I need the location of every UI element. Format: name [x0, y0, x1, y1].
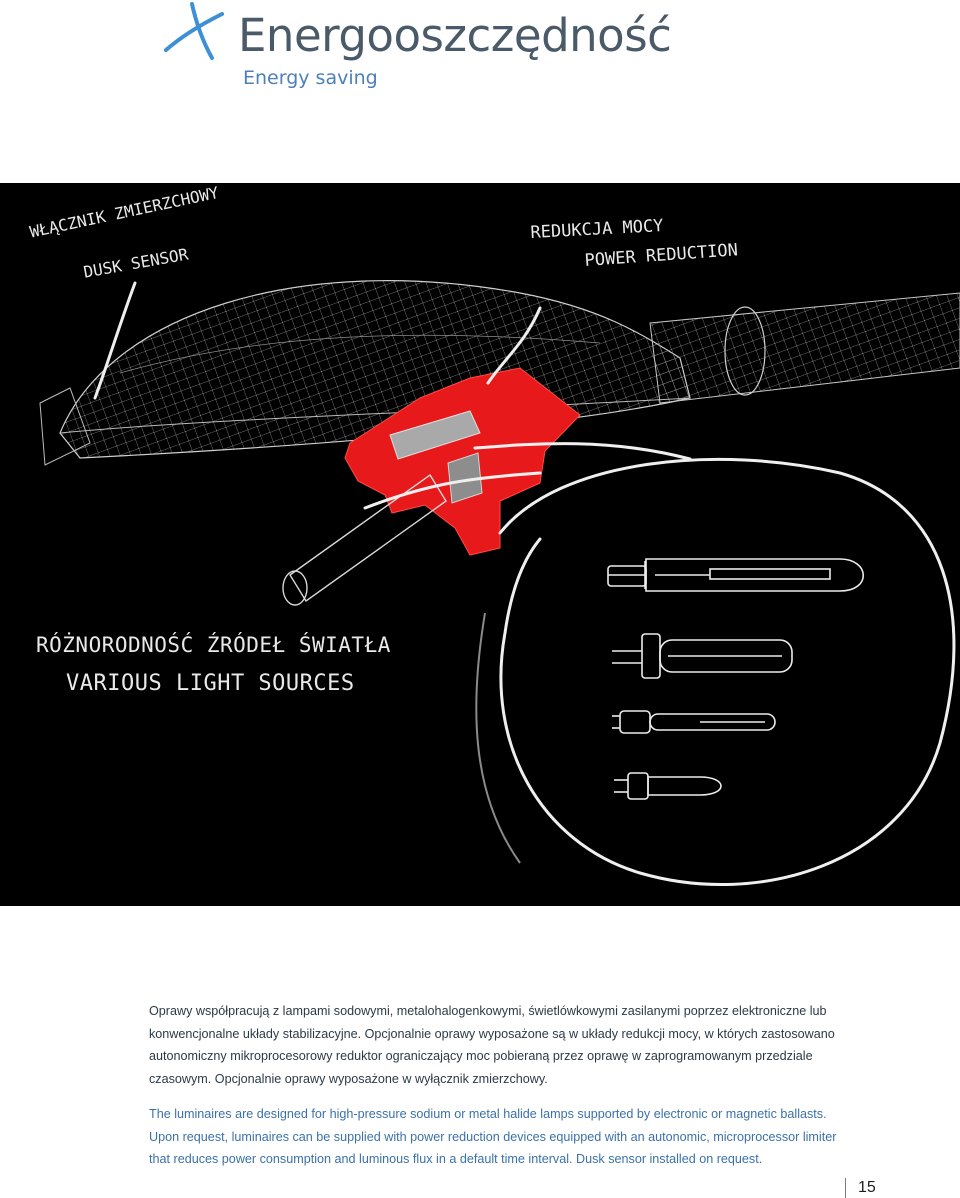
light-sources-label-en: VARIOUS LIGHT SOURCES	[66, 671, 355, 696]
x-logo-icon	[162, 2, 224, 60]
description-english: The luminaires are designed for high-pressure sodium or metal halide lamps supported by electronic or magnetic ballasts. Upon request, luminaires can be supplied with power reduction devices equipped with an autonomic, microprocessor limiter that reduces power consumption and luminous flux in a default time interval. Dusk sensor installed on request.	[149, 1107, 837, 1167]
luminaire-illustration	[0, 183, 960, 906]
page-number: 15	[845, 1178, 876, 1198]
power-reduction-label-en: POWER REDUCTION	[584, 240, 739, 271]
dusk-sensor-label-pl: WŁĄCZNIK ZMIERZCHOWY	[28, 183, 221, 242]
luminaire-wireframe-drawing	[0, 183, 960, 906]
power-reduction-label-pl: REDUKCJA MOCY	[530, 216, 664, 243]
description-polish: Oprawy współpracują z lampami sodowymi, metalohalogenkowymi, świetlówkowymi zasilanymi poprzez elektroniczne lub konwencjonalne układy stabilizacyjne. Opcjonalnie oprawy wyposażone są w układy redukcji mocy, w których zastosowano autonomiczny mikroprocesorowy reduktor ograniczający moc pobieraną przez oprawę w zaprogramowanym przedziale czasowym. Opcjonalnie oprawy wyposażone w wyłącznik zmierzchowy.	[149, 1004, 835, 1087]
page-subtitle: Energy saving	[243, 67, 378, 89]
dusk-sensor-label-en: DUSK SENSOR	[82, 244, 190, 282]
light-sources-label-pl: RÓŻNORODNOŚĆ ŹRÓDEŁ ŚWIATŁA	[36, 633, 391, 657]
page-title: Energooszczędność	[238, 9, 672, 62]
